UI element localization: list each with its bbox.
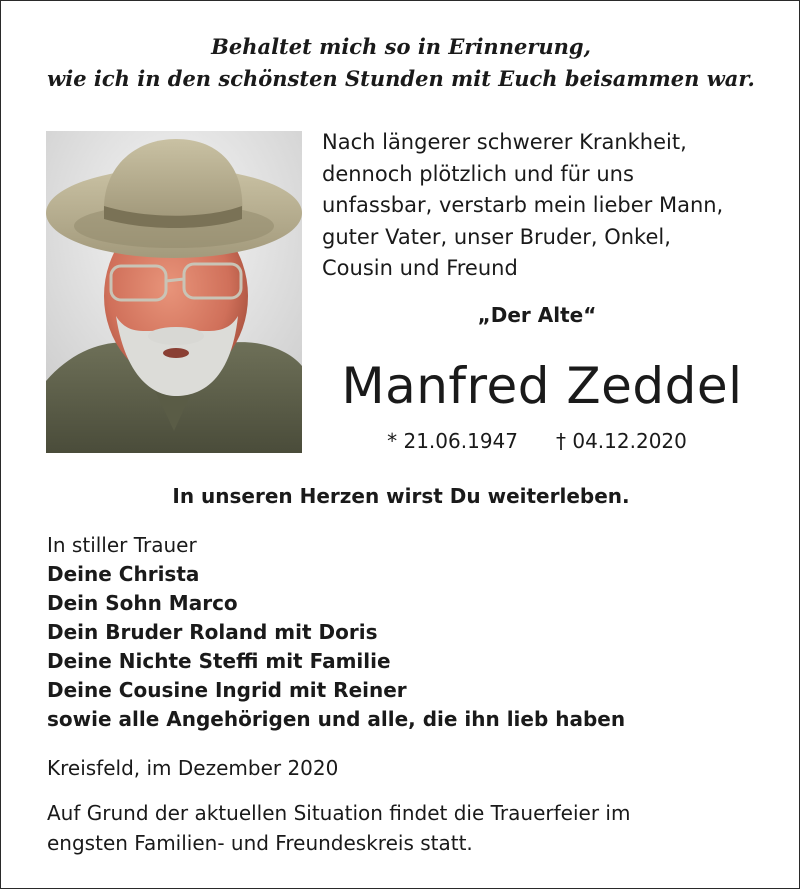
- notice-line: Auf Grund der aktuellen Situation findet die Trauerfeier im: [47, 801, 631, 825]
- mourner-name: Dein Bruder Roland mit Doris: [47, 620, 378, 644]
- deceased-name: Manfred Zeddel: [341, 357, 743, 415]
- remembrance-slogan: In unseren Herzen wirst Du weiterleben.: [172, 484, 630, 508]
- mourner-name: Dein Sohn Marco: [47, 591, 238, 615]
- mourner-name: Deine Christa: [47, 562, 200, 586]
- funeral-notice: [47, 798, 767, 858]
- nickname: „Der Alte“: [477, 303, 597, 327]
- mourner-name: sowie alle Angehörigen und alle, die ihn lieb haben: [47, 707, 626, 731]
- place-and-date: Kreisfeld, im Dezember 2020: [47, 756, 339, 780]
- intro-line: Cousin und Freund: [322, 256, 518, 280]
- motto-line-2: wie ich in den schönsten Stunden mit Euch beisammen war.: [47, 66, 755, 91]
- intro-line: Nach längerer schwerer Krankheit,: [322, 130, 687, 154]
- intro-line: unfassbar, verstarb mein lieber Mann,: [322, 193, 724, 217]
- portrait-photo: [46, 131, 302, 453]
- portrait-illustration: [46, 131, 302, 453]
- intro-line: dennoch plötzlich und für uns: [322, 161, 634, 186]
- intro-text: [322, 127, 782, 285]
- motto: [1, 31, 800, 95]
- motto-line-1: Behaltet mich so in Erinnerung,: [211, 34, 591, 59]
- notice-line: engsten Familien- und Freundeskreis statt.: [47, 831, 473, 855]
- mourner-name: Deine Cousine Ingrid mit Reiner: [47, 678, 407, 702]
- birth-date: * 21.06.1947: [387, 429, 518, 453]
- death-date: † 04.12.2020: [556, 429, 687, 453]
- mourners-label: In stiller Trauer: [47, 533, 197, 557]
- mourner-name: Deine Nichte Steffi mit Familie: [47, 649, 391, 673]
- mourners-list: [47, 531, 767, 734]
- life-dates: [322, 426, 752, 456]
- intro-line: guter Vater, unser Bruder, Onkel,: [322, 224, 671, 249]
